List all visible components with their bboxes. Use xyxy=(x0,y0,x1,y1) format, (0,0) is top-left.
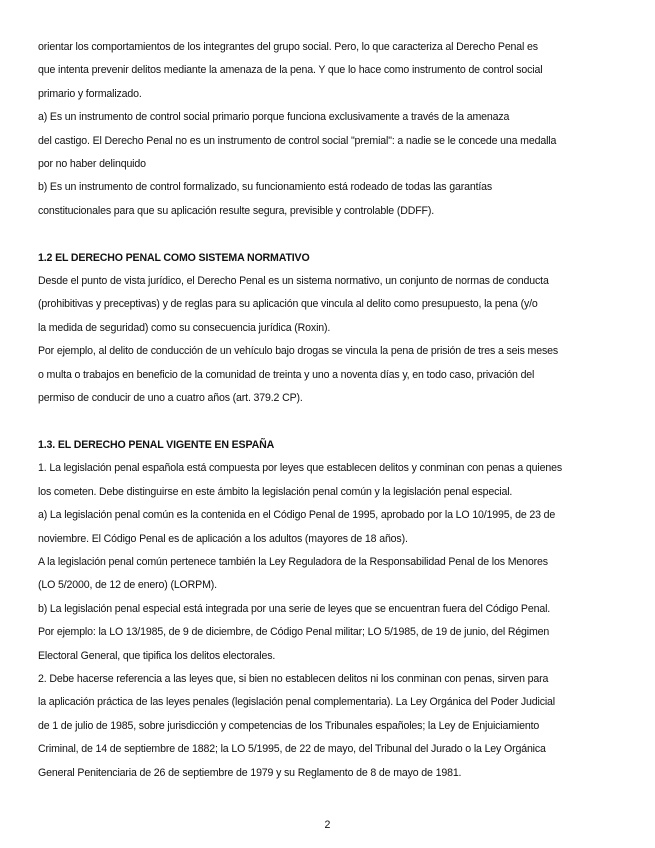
text-line: por no haber delinquido xyxy=(38,158,146,171)
text-line: Desde el punto de vista jurídico, el Derecho Penal es un sistema normativo, un conjunto de normas de conducta xyxy=(38,275,549,288)
text-line: 2. Debe hacerse referencia a las leyes que, si bien no establecen delitos ni los conminan con penas, sirven para xyxy=(38,672,549,685)
text-line: 1. La legislación penal española está compuesta por leyes que establecen delitos y conminan con penas a quienes xyxy=(38,462,562,475)
text-line: (prohibitivas y preceptivas) y de reglas para su aplicación que vincula al delito como presupuesto, la pena (y/o xyxy=(38,298,538,311)
section-heading: 1.2 EL DERECHO PENAL COMO SISTEMA NORMATIVO xyxy=(38,251,310,264)
text-line: A la legislación penal común pertenece también la Ley Reguladora de la Responsabilidad Penal de los Menores xyxy=(38,555,548,568)
text-line: constitucionales para que su aplicación resulte segura, previsible y controlable (DDFF). xyxy=(38,204,435,217)
text-line: a) La legislación penal común es la contenida en el Código Penal de 1995, aprobado por la LO 10/1995, de 23 de xyxy=(38,509,556,522)
paragraph-gap xyxy=(38,223,618,246)
text-line: General Penitenciaria de 26 de septiembre de 1979 y su Reglamento de 8 de mayo de 1981. xyxy=(38,766,462,779)
text-line: orientar los comportamientos de los integrantes del grupo social. Pero, lo que caracteriza al Derecho Penal es xyxy=(38,41,538,53)
text-line: los cometen. Debe distinguirse en este ámbito la legislación penal común y la legislación penal especial. xyxy=(38,485,513,498)
text-line: o multa o trabajos en beneficio de la comunidad de treinta y uno a noventa días y, en todo caso, privación del xyxy=(38,368,535,381)
paragraph-gap xyxy=(38,410,618,433)
text-line: b) La legislación penal especial está integrada por una serie de leyes que se encuentran fuera del Código Penal. xyxy=(38,602,551,615)
text-line: primario y formalizado. xyxy=(38,87,142,100)
page-number: 2 xyxy=(324,819,331,831)
text-line: la aplicación práctica de las leyes penales (legislación penal complementaria). La Ley Orgánica del Poder Judicial xyxy=(38,696,556,709)
paragraph-intro xyxy=(38,36,618,106)
section-1-3 xyxy=(38,434,618,785)
text-line: (LO 5/2000, de 12 de enero) (LORPM). xyxy=(38,579,217,592)
text-line: Por ejemplo, al delito de conducción de un vehículo bajo drogas se vincula la pena de prisión de tres a seis meses xyxy=(38,345,558,358)
text-line: noviembre. El Código Penal es de aplicación a los adultos (mayores de 18 años). xyxy=(38,532,408,545)
text-line: Por ejemplo: la LO 13/1985, de 9 de diciembre, de Código Penal militar; LO 5/1985, de 19 de junio, del Régimen xyxy=(38,626,550,639)
text-line: que intenta prevenir delitos mediante la amenaza de la pena. Y que lo hace como instrumento de control social xyxy=(38,64,543,77)
text-line: a) Es un instrumento de control social primario porque funciona exclusivamente a través de la amenaza xyxy=(38,111,510,124)
text-line: de 1 de julio de 1985, sobre jurisdicción y competencias de los Tribunales españoles; la Ley de Enjuiciamiento xyxy=(38,719,540,732)
section-heading: 1.3. EL DERECHO PENAL VIGENTE EN ESPAÑA xyxy=(38,438,275,451)
text-line: la medida de seguridad) como su consecuencia jurídica (Roxin). xyxy=(38,321,331,334)
paragraph-b xyxy=(38,176,618,223)
text-line: permiso de conducir de uno a cuatro años (art. 379.2 CP). xyxy=(38,392,303,405)
section-1-2 xyxy=(38,247,618,411)
text-line: b) Es un instrumento de control formalizado, su funcionamiento está rodeado de todas las garantías xyxy=(38,181,493,194)
text-line: Electoral General, que tipifica los delitos electorales. xyxy=(38,649,276,662)
document-page xyxy=(38,36,618,785)
text-line: Criminal, de 14 de septiembre de 1882; la LO 5/1995, de 22 de mayo, del Tribunal del Jurado o la Ley Orgánica xyxy=(38,743,546,756)
paragraph-a xyxy=(38,106,618,176)
text-line: del castigo. El Derecho Penal no es un instrumento de control social "premial": a nadie se le concede una medalla xyxy=(38,134,557,147)
